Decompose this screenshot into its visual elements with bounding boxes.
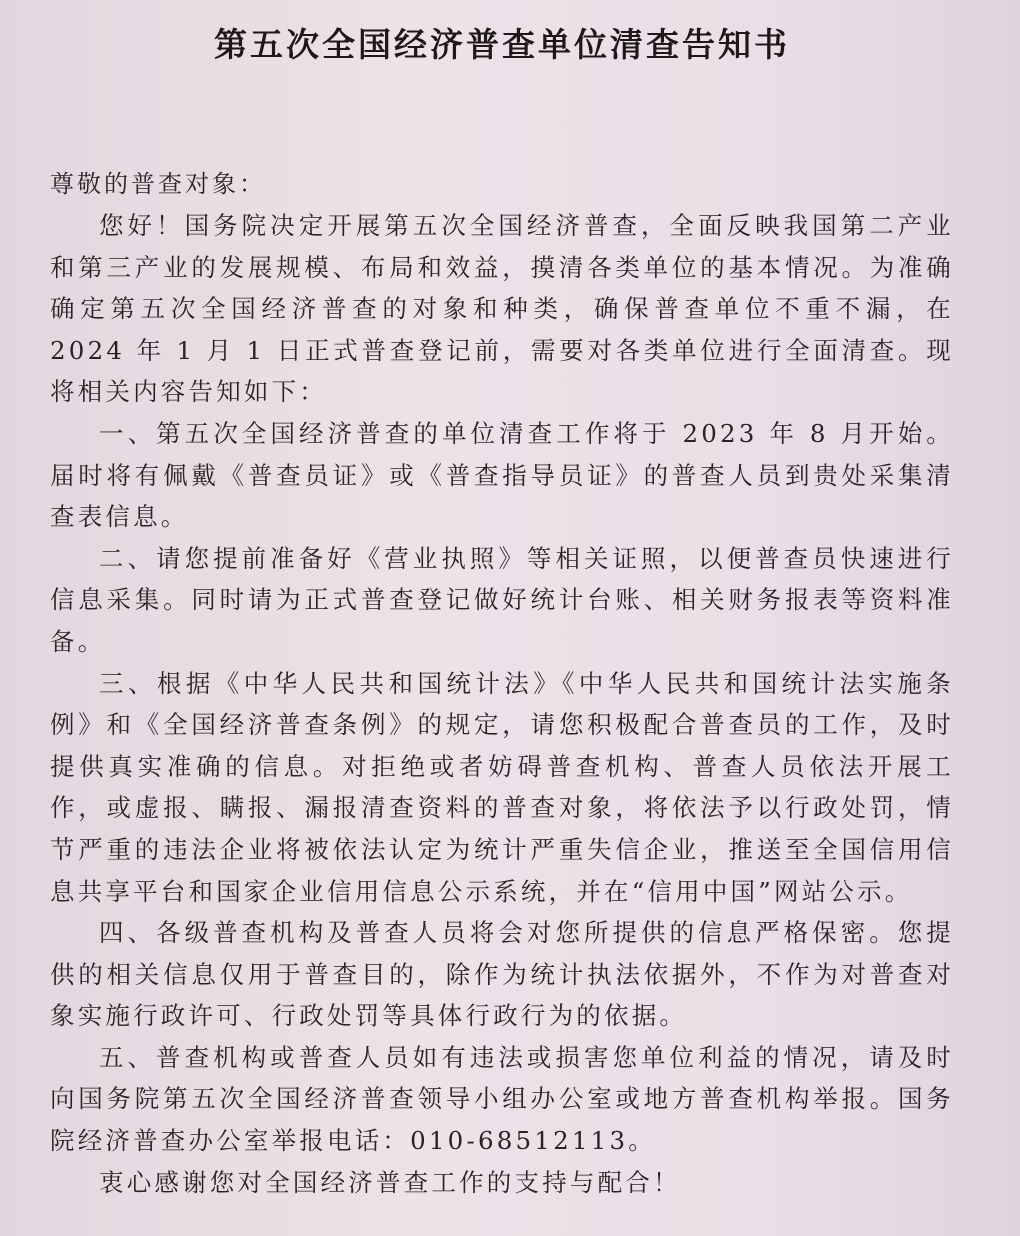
paragraph-closing-thanks: 衷心感谢您对全国经济普查工作的支持与配合！ [99,1167,681,1197]
paragraph-intro: 您好！国务院决定开展第五次全国经济普查，全面反映我国第二产业和第三产业的发展规模、布局和效益，摸清各类单位的基本情况。为准确确定第五次全国经济普查的对象和种类，确保普查单位不重不漏，在 2024 年 1 月 1 日正式普查登记前，需要对各类单位进行全面清查。现将相关内容告知如下： [50,211,954,407]
paragraph-item-1-schedule: 一、第五次全国经济普查的单位清查工作将于 2023 年 8 月开始。届时将有佩戴《普查员证》或《普查指导员证》的普查人员到贵处采集清查表信息。 [50,418,954,532]
salutation: 尊敬的普查对象： [50,170,266,198]
paragraph-item-3-legal-basis: 三、根据《中华人民共和国统计法》《中华人民共和国统计法实施条例》和《全国经济普查条例》的规定，请您积极配合普查员的工作，及时提供真实准确的信息。对拒绝或者妨碍普查机构、普查人员依法开展工作，或虚报、瞒报、漏报清查资料的普查对象，将依法予以行政处罚，情节严重的违法企业将被依法认定为统计严重失信企业，推送至全国信用信息共享平台和国家企业信用信息公示系统，并在“信用中国”网站公示。 [50,668,954,906]
paragraph-item-4-confidentiality: 四、各级普查机构及普查人员将会对您所提供的信息严格保密。您提供的相关信息仅用于普查目的，除作为统计执法依据外，不作为对普查对象实施行政许可、行政处罚等具体行政行为的依据。 [50,918,954,1031]
paragraph-item-2-preparation: 二、请您提前准备好《营业执照》等相关证照，以便普查员快速进行信息采集。同时请为正式普查登记做好统计台账、相关财务报表等资料准备。 [50,543,954,656]
document-title: 第五次全国经济普查单位清查告知书 [214,25,790,64]
paragraph-item-5-report-hotline: 五、普查机构或普查人员如有违法或损害您单位利益的情况，请及时向国务院第五次全国经济普查领导小组办公室或地方普查机构举报。国务院经济普查办公室举报电话：010-68512113。 [50,1042,954,1156]
